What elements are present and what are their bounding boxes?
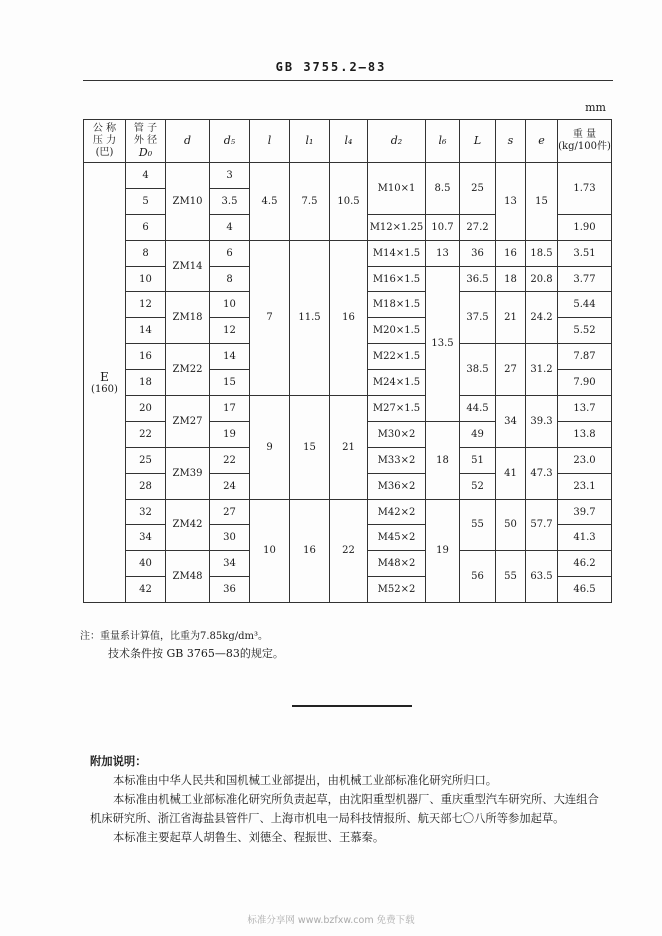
cell-d2: M42×2: [368, 499, 426, 525]
cell-d0: 28: [126, 473, 166, 499]
header-line: (巴): [95, 147, 114, 158]
table-row: [84, 163, 612, 189]
cell-d0: 4: [126, 163, 166, 189]
cell-weight: 1.73: [558, 163, 612, 215]
cell-weight: 23.1: [558, 473, 612, 499]
cell-s: 27: [496, 344, 526, 396]
cell-l1: 16: [290, 499, 330, 603]
cell-d: ZM18: [166, 292, 210, 344]
cell-d2: M14×1.5: [368, 240, 426, 266]
header-d5: d₅: [210, 120, 250, 163]
cell-weight: 1.90: [558, 214, 612, 240]
cell-e: 47.3: [526, 447, 558, 499]
cell-L: 56: [460, 551, 496, 603]
cell-d5: 22: [210, 447, 250, 473]
cell-d: ZM14: [166, 240, 210, 292]
cell-weight: 13.8: [558, 421, 612, 447]
cell-e: 20.8: [526, 266, 558, 292]
cell-s: 41: [496, 447, 526, 499]
cell-d5: 24: [210, 473, 250, 499]
table-row: [84, 240, 612, 266]
cell-d0: 10: [126, 266, 166, 292]
cell-d2: M36×2: [368, 473, 426, 499]
appendix-paragraph: 本标准由中华人民共和国机械工业部提出，由机械工业部标准化研究所归口。: [113, 774, 498, 787]
cell-d2: M24×1.5: [368, 370, 426, 396]
cell-d2: M33×2: [368, 447, 426, 473]
cell-weight: 23.0: [558, 447, 612, 473]
cell-d: ZM10: [166, 163, 210, 241]
cell-d0: 16: [126, 344, 166, 370]
cell-weight: 7.90: [558, 370, 612, 396]
cell-d2: M20×1.5: [368, 318, 426, 344]
header-rule: [83, 80, 613, 81]
cell-d0: 8: [126, 240, 166, 266]
cell-weight: 3.51: [558, 240, 612, 266]
header-e: e: [526, 120, 558, 163]
cell-d0: 32: [126, 499, 166, 525]
document-number: GB 3755.2—83: [275, 60, 387, 74]
cell-d5: 14: [210, 344, 250, 370]
unit-label: mm: [585, 101, 606, 114]
tech-condition: 技术条件按 GB 3765—83的规定。: [108, 647, 284, 660]
cell-L: 55: [460, 499, 496, 551]
cell-e: 31.2: [526, 344, 558, 396]
cell-l4: 21: [330, 396, 368, 500]
header-d2: d₂: [368, 120, 426, 163]
cell-d5: 27: [210, 499, 250, 525]
cell-weight: 13.7: [558, 396, 612, 422]
cell-d0: 14: [126, 318, 166, 344]
cell-d5: 10: [210, 292, 250, 318]
header-l4: l₄: [330, 120, 368, 163]
cell-l6: 18: [426, 421, 460, 499]
cell-L: 38.5: [460, 344, 496, 396]
header-line: (kg/100件): [558, 141, 611, 152]
cell-s: 55: [496, 551, 526, 603]
header-L: L: [460, 120, 496, 163]
cell-d0: 34: [126, 525, 166, 551]
header-line: 公 称: [92, 123, 117, 134]
cell-s: 16: [496, 240, 526, 266]
cell-d0: 25: [126, 447, 166, 473]
cell-l6: 10.7: [426, 214, 460, 240]
cell-d: ZM22: [166, 344, 210, 396]
cell-L: 52: [460, 473, 496, 499]
cell-weight: 39.7: [558, 499, 612, 525]
cell-l4: 22: [330, 499, 368, 603]
header-weight: [558, 120, 612, 163]
pressure-bar: (160): [91, 384, 118, 396]
table-row: [84, 499, 612, 525]
cell-d: ZM27: [166, 396, 210, 448]
cell-weight: 41.3: [558, 525, 612, 551]
cell-d0: 6: [126, 214, 166, 240]
appendix-paragraph: 本标准由机械工业部标准化研究所负责起草，由沈阳重型机器厂、重庆重型汽车研究所、大连组合机床研究所、浙江省海盐县管件厂、上海市机电一局科技情报所、航天部七〇八所等参加起草。: [90, 793, 599, 825]
cell-l: 7: [250, 240, 290, 395]
appendix-paragraph: 本标准主要起草人胡鲁生、刘德全、程振世、王慕秦。: [113, 831, 385, 844]
cell-d5: 15: [210, 370, 250, 396]
cell-d5: 12: [210, 318, 250, 344]
cell-d2: M30×2: [368, 421, 426, 447]
header-line: 压 力: [92, 135, 117, 146]
cell-d5: 3: [210, 163, 250, 189]
cell-l6: 13: [426, 240, 460, 266]
cell-e: 24.2: [526, 292, 558, 344]
weight-note: 注：重量系计算值，比重为7.85kg/dm³。: [80, 631, 268, 642]
table-row: [84, 396, 612, 422]
cell-d2: M10×1: [368, 163, 426, 215]
cell-d5: 30: [210, 525, 250, 551]
cell-e: 63.5: [526, 551, 558, 603]
cell-d0: 40: [126, 551, 166, 577]
cell-L: 51: [460, 447, 496, 473]
cell-l4: 16: [330, 240, 368, 395]
cell-d0: 42: [126, 577, 166, 603]
cell-s: 21: [496, 292, 526, 344]
cell-weight: 5.44: [558, 292, 612, 318]
cell-s: 34: [496, 396, 526, 448]
header-d: d: [166, 120, 210, 163]
cell-d0: 18: [126, 370, 166, 396]
cell-d2: M27×1.5: [368, 396, 426, 422]
cell-d2: M16×1.5: [368, 266, 426, 292]
cell-L: 25: [460, 163, 496, 215]
cell-d2: M22×1.5: [368, 344, 426, 370]
cell-l6: 19: [426, 499, 460, 603]
cell-weight: 3.77: [558, 266, 612, 292]
cell-d0: 5: [126, 188, 166, 214]
cell-d0: 20: [126, 396, 166, 422]
cell-d5: 19: [210, 421, 250, 447]
dimension-table: [83, 119, 612, 603]
header-l6: l₆: [426, 120, 460, 163]
cell-l: 4.5: [250, 163, 290, 241]
watermark-footer: 标准分享网 www.bzfxw.com 免费下载: [247, 915, 415, 926]
cell-l1: 15: [290, 396, 330, 500]
header-l1: l₁: [290, 120, 330, 163]
cell-L: 44.5: [460, 396, 496, 422]
cell-weight: 7.87: [558, 344, 612, 370]
cell-L: 27.2: [460, 214, 496, 240]
header-line: D₀: [138, 146, 153, 159]
header-tube-od: [126, 120, 166, 163]
appendix-title: 附加说明：: [90, 754, 147, 768]
cell-d5: 36: [210, 577, 250, 603]
cell-weight: 5.52: [558, 318, 612, 344]
header-pressure: [84, 120, 126, 163]
cell-L: 36: [460, 240, 496, 266]
cell-e: 57.7: [526, 499, 558, 551]
cell-d5: 3.5: [210, 188, 250, 214]
cell-l6: 8.5: [426, 163, 460, 215]
cell-d2: M48×2: [368, 551, 426, 577]
cell-L: 36.5: [460, 266, 496, 292]
cell-d5: 17: [210, 396, 250, 422]
cell-d5: 6: [210, 240, 250, 266]
header-l: l: [250, 120, 290, 163]
header-s: s: [496, 120, 526, 163]
table-header-row: [84, 120, 612, 163]
cell-d: ZM42: [166, 499, 210, 551]
cell-e: 18.5: [526, 240, 558, 266]
cell-d2: M52×2: [368, 577, 426, 603]
cell-weight: 46.5: [558, 577, 612, 603]
cell-e: 39.3: [526, 396, 558, 448]
cell-d5: 8: [210, 266, 250, 292]
cell-s: 13: [496, 163, 526, 241]
cell-l4: 10.5: [330, 163, 368, 241]
header-line: 管 子: [133, 123, 158, 134]
cell-s: 18: [496, 266, 526, 292]
cell-l1: 11.5: [290, 240, 330, 395]
cell-d2: M18×1.5: [368, 292, 426, 318]
appendix: [90, 752, 610, 847]
pressure-class: E: [100, 370, 109, 385]
cell-d0: 22: [126, 421, 166, 447]
cell-weight: 46.2: [558, 551, 612, 577]
header-line: 外 径: [133, 135, 158, 146]
cell-L: 49: [460, 421, 496, 447]
pressure-cell: [84, 163, 126, 603]
cell-d0: 12: [126, 292, 166, 318]
cell-l6: 13.5: [426, 266, 460, 421]
header-line: 重 量: [572, 129, 597, 140]
section-separator: [292, 705, 412, 707]
cell-l1: 7.5: [290, 163, 330, 241]
cell-e: 15: [526, 163, 558, 241]
cell-d2: M45×2: [368, 525, 426, 551]
cell-d: ZM48: [166, 551, 210, 603]
cell-d: ZM39: [166, 447, 210, 499]
cell-l: 10: [250, 499, 290, 603]
cell-l: 9: [250, 396, 290, 500]
cell-d5: 4: [210, 214, 250, 240]
cell-s: 50: [496, 499, 526, 551]
cell-L: 37.5: [460, 292, 496, 344]
cell-d2: M12×1.25: [368, 214, 426, 240]
cell-d5: 34: [210, 551, 250, 577]
